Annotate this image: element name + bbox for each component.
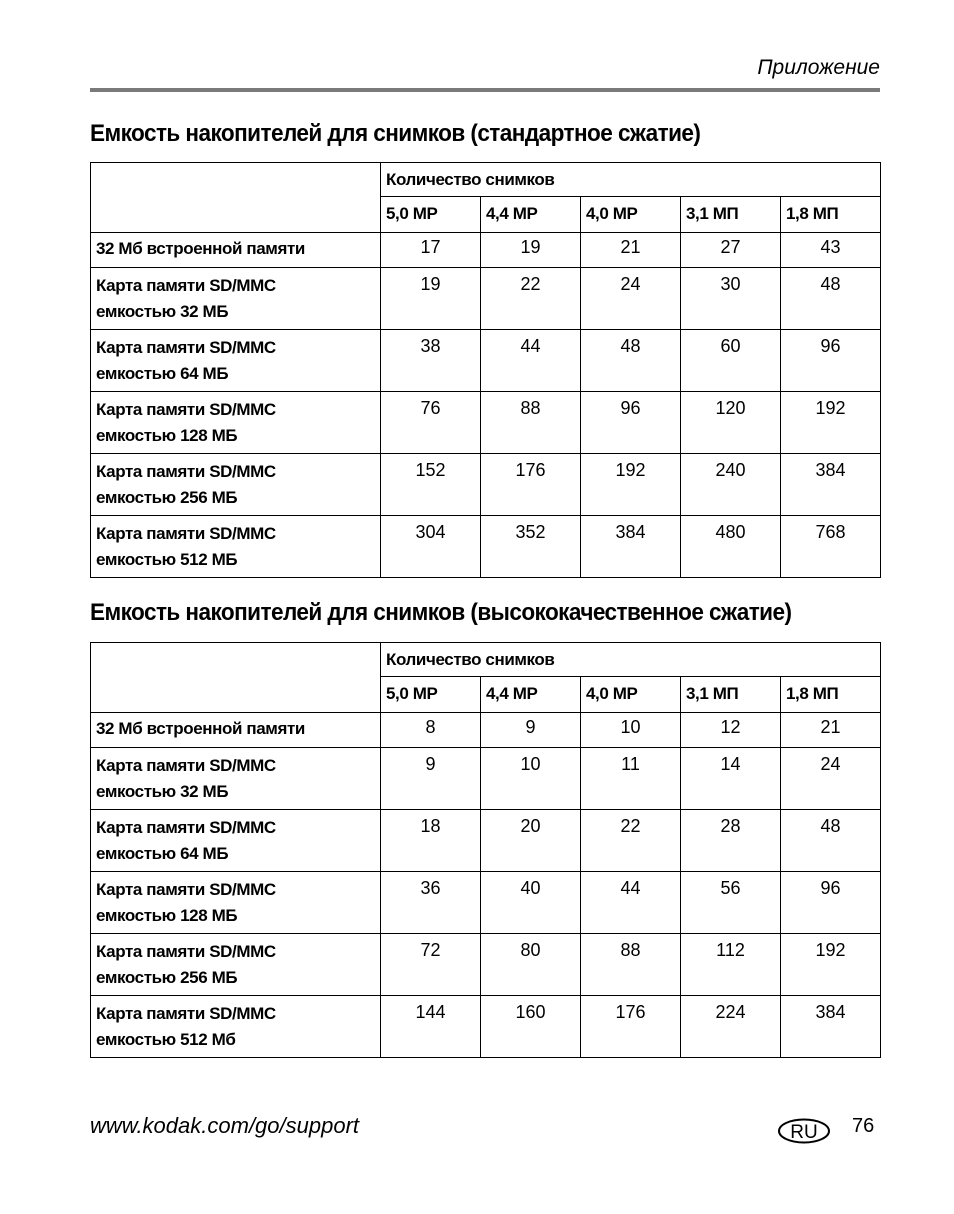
column-header: 3,1 МП bbox=[681, 197, 781, 233]
shot-count-cell: 30 bbox=[681, 268, 781, 330]
shot-count-cell: 56 bbox=[681, 872, 781, 934]
shot-count-cell: 27 bbox=[681, 233, 781, 268]
shot-count-cell: 176 bbox=[581, 996, 681, 1058]
shot-count-cell: 22 bbox=[481, 268, 581, 330]
shot-count-cell: 48 bbox=[581, 330, 681, 392]
row-label bbox=[91, 934, 381, 996]
language-badge bbox=[777, 1117, 831, 1145]
row-label-line: 32 Мб встроенной памяти bbox=[96, 719, 305, 738]
shot-count-cell: 48 bbox=[781, 810, 881, 872]
shot-count-cell: 112 bbox=[681, 934, 781, 996]
language-code: RU bbox=[790, 1122, 818, 1143]
row-label bbox=[91, 516, 381, 578]
row-label-line: емкостью 128 МБ bbox=[96, 906, 238, 925]
capacity-table-standard bbox=[90, 162, 881, 578]
shot-count-cell: 19 bbox=[381, 268, 481, 330]
shot-count-cell: 9 bbox=[381, 748, 481, 810]
shot-count-cell: 80 bbox=[481, 934, 581, 996]
row-label bbox=[91, 268, 381, 330]
running-head: Приложение bbox=[757, 56, 880, 79]
shot-count-cell: 22 bbox=[581, 810, 681, 872]
shot-count-cell: 384 bbox=[781, 996, 881, 1058]
header-rule bbox=[90, 88, 880, 92]
column-header: 4,0 МР bbox=[581, 677, 681, 713]
shot-count-cell: 192 bbox=[781, 392, 881, 454]
shot-count-cell: 480 bbox=[681, 516, 781, 578]
row-label-line: 32 Мб встроенной памяти bbox=[96, 239, 305, 258]
shot-count-cell: 240 bbox=[681, 454, 781, 516]
row-label-line: Карта памяти SD/MMC bbox=[96, 756, 276, 775]
shot-count-cell: 144 bbox=[381, 996, 481, 1058]
shot-count-cell: 96 bbox=[781, 330, 881, 392]
column-header: 1,8 МП bbox=[781, 677, 881, 713]
column-header: 4,4 МР bbox=[481, 197, 581, 233]
table-row bbox=[91, 713, 881, 748]
table-row bbox=[91, 392, 881, 454]
row-label-line: Карта памяти SD/MMC bbox=[96, 276, 276, 295]
row-label-line: емкостью 512 Мб bbox=[96, 1030, 236, 1049]
shot-count-cell: 76 bbox=[381, 392, 481, 454]
shot-count-cell: 11 bbox=[581, 748, 681, 810]
table-row bbox=[91, 330, 881, 392]
shot-count-cell: 60 bbox=[681, 330, 781, 392]
row-label-line: Карта памяти SD/MMC bbox=[96, 880, 276, 899]
row-label-line: емкостью 64 МБ bbox=[96, 364, 229, 383]
shot-count-cell: 18 bbox=[381, 810, 481, 872]
shot-count-cell: 96 bbox=[581, 392, 681, 454]
shot-count-cell: 24 bbox=[581, 268, 681, 330]
row-label-line: емкостью 32 МБ bbox=[96, 782, 229, 801]
row-label bbox=[91, 872, 381, 934]
shot-count-cell: 88 bbox=[481, 392, 581, 454]
shot-count-cell: 12 bbox=[681, 713, 781, 748]
group-header: Количество снимков bbox=[381, 643, 881, 677]
shot-count-cell: 192 bbox=[581, 454, 681, 516]
table-row bbox=[91, 872, 881, 934]
shot-count-cell: 43 bbox=[781, 233, 881, 268]
table-row bbox=[91, 268, 881, 330]
shot-count-cell: 8 bbox=[381, 713, 481, 748]
row-label bbox=[91, 233, 381, 268]
capacity-table-high-quality bbox=[90, 642, 881, 1058]
row-label bbox=[91, 330, 381, 392]
column-header: 4,4 МР bbox=[481, 677, 581, 713]
shot-count-cell: 768 bbox=[781, 516, 881, 578]
table-row bbox=[91, 454, 881, 516]
page-number: 76 bbox=[852, 1115, 875, 1137]
shot-count-cell: 10 bbox=[481, 748, 581, 810]
shot-count-cell: 19 bbox=[481, 233, 581, 268]
shot-count-cell: 9 bbox=[481, 713, 581, 748]
shot-count-cell: 24 bbox=[781, 748, 881, 810]
table-row bbox=[91, 516, 881, 578]
shot-count-cell: 14 bbox=[681, 748, 781, 810]
section-title-standard: Емкость накопителей для снимков (стандартное сжатие) bbox=[90, 120, 701, 147]
row-label-line: емкостью 128 МБ bbox=[96, 426, 238, 445]
shot-count-cell: 40 bbox=[481, 872, 581, 934]
shot-count-cell: 38 bbox=[381, 330, 481, 392]
row-label bbox=[91, 454, 381, 516]
row-label bbox=[91, 713, 381, 748]
table-row bbox=[91, 810, 881, 872]
table-row bbox=[91, 996, 881, 1058]
shot-count-cell: 96 bbox=[781, 872, 881, 934]
shot-count-cell: 21 bbox=[781, 713, 881, 748]
group-header: Количество снимков bbox=[381, 163, 881, 197]
shot-count-cell: 352 bbox=[481, 516, 581, 578]
shot-count-cell: 21 bbox=[581, 233, 681, 268]
shot-count-cell: 36 bbox=[381, 872, 481, 934]
column-header: 5,0 МР bbox=[381, 677, 481, 713]
row-label-line: Карта памяти SD/MMC bbox=[96, 524, 276, 543]
column-header: 1,8 МП bbox=[781, 197, 881, 233]
row-label-line: Карта памяти SD/MMC bbox=[96, 818, 276, 837]
shot-count-cell: 10 bbox=[581, 713, 681, 748]
row-label-line: Карта памяти SD/MMC bbox=[96, 338, 276, 357]
shot-count-cell: 160 bbox=[481, 996, 581, 1058]
shot-count-cell: 384 bbox=[781, 454, 881, 516]
table-row bbox=[91, 934, 881, 996]
shot-count-cell: 17 bbox=[381, 233, 481, 268]
row-label bbox=[91, 392, 381, 454]
shot-count-cell: 304 bbox=[381, 516, 481, 578]
shot-count-cell: 44 bbox=[581, 872, 681, 934]
column-header: 4,0 МР bbox=[581, 197, 681, 233]
row-label-line: Карта памяти SD/MMC bbox=[96, 400, 276, 419]
column-header: 5,0 МР bbox=[381, 197, 481, 233]
row-label-line: емкостью 512 МБ bbox=[96, 550, 238, 569]
shot-count-cell: 44 bbox=[481, 330, 581, 392]
shot-count-cell: 28 bbox=[681, 810, 781, 872]
section-title-high-quality: Емкость накопителей для снимков (высококачественное сжатие) bbox=[90, 599, 792, 626]
shot-count-cell: 384 bbox=[581, 516, 681, 578]
header-corner bbox=[91, 163, 381, 233]
column-header: 3,1 МП bbox=[681, 677, 781, 713]
shot-count-cell: 48 bbox=[781, 268, 881, 330]
row-label-line: Карта памяти SD/MMC bbox=[96, 462, 276, 481]
row-label-line: Карта памяти SD/MMC bbox=[96, 942, 276, 961]
shot-count-cell: 152 bbox=[381, 454, 481, 516]
row-label bbox=[91, 748, 381, 810]
row-label-line: емкостью 256 МБ bbox=[96, 488, 238, 507]
footer-url: www.kodak.com/go/support bbox=[90, 1113, 360, 1138]
table-row bbox=[91, 748, 881, 810]
row-label-line: емкостью 64 МБ bbox=[96, 844, 229, 863]
row-label-line: Карта памяти SD/MMC bbox=[96, 1004, 276, 1023]
shot-count-cell: 20 bbox=[481, 810, 581, 872]
row-label-line: емкостью 256 МБ bbox=[96, 968, 238, 987]
header-corner bbox=[91, 643, 381, 713]
shot-count-cell: 176 bbox=[481, 454, 581, 516]
shot-count-cell: 120 bbox=[681, 392, 781, 454]
shot-count-cell: 88 bbox=[581, 934, 681, 996]
shot-count-cell: 224 bbox=[681, 996, 781, 1058]
table-row bbox=[91, 233, 881, 268]
row-label bbox=[91, 810, 381, 872]
row-label-line: емкостью 32 МБ bbox=[96, 302, 229, 321]
shot-count-cell: 192 bbox=[781, 934, 881, 996]
shot-count-cell: 72 bbox=[381, 934, 481, 996]
row-label bbox=[91, 996, 381, 1058]
